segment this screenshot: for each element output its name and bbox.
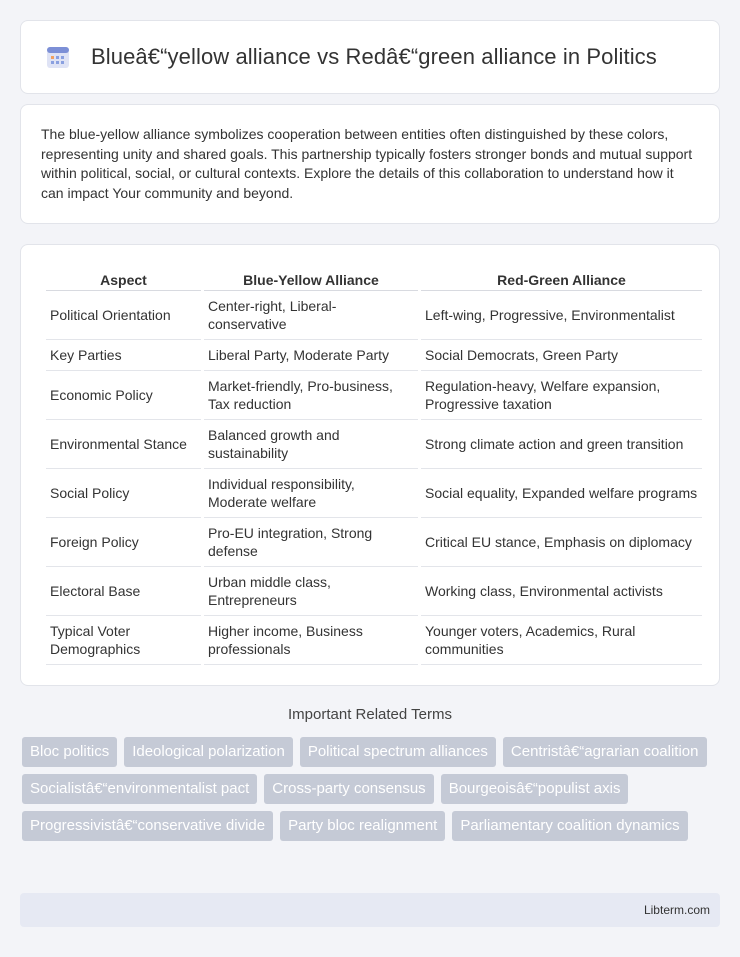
table-cell: Key Parties — [46, 340, 201, 371]
table-row — [46, 420, 702, 469]
document-list-icon — [45, 44, 71, 70]
table-cell: Market-friendly, Pro-business, Tax reduction — [204, 371, 418, 420]
table-cell: Foreign Policy — [46, 518, 201, 567]
table-row — [46, 291, 702, 340]
table-cell: Environmental Stance — [46, 420, 201, 469]
header-card — [20, 20, 720, 94]
related-term-tag[interactable]: Political spectrum alliances — [300, 737, 496, 767]
related-term-tag[interactable]: Socialistâ€“environmentalist pact — [22, 774, 257, 804]
footer-site-link[interactable]: Libterm.com — [643, 903, 710, 917]
column-header: Red-Green Alliance — [421, 261, 702, 291]
table-row — [46, 371, 702, 420]
table-cell: Urban middle class, Entrepreneurs — [204, 567, 418, 616]
table-cell: Electoral Base — [46, 567, 201, 616]
table-row — [46, 340, 702, 371]
table-row — [46, 518, 702, 567]
related-term-tag[interactable]: Ideological polarization — [124, 737, 293, 767]
related-terms-heading: Important Related Terms — [288, 706, 452, 723]
table-cell: Pro-EU integration, Strong defense — [204, 518, 418, 567]
table-cell: Higher income, Business professionals — [204, 616, 418, 665]
table-row — [46, 616, 702, 665]
table-cell: Balanced growth and sustainability — [204, 420, 418, 469]
table-row — [46, 567, 702, 616]
table-header-row — [46, 261, 702, 291]
table-cell: Regulation-heavy, Welfare expansion, Progressive taxation — [421, 371, 702, 420]
table-cell: Social equality, Expanded welfare programs — [421, 469, 702, 518]
intro-text: The blue-yellow alliance symbolizes cooperation between entities often distinguished by these colors, representing unity and shared goals. This partnership typically fosters stronger bonds and mutual support within political, social, or cultural contexts. Explore the details of this collaboration to understand how it can impact Your community and beyond. — [41, 126, 693, 201]
related-terms-list — [22, 737, 722, 841]
table-cell: Critical EU stance, Emphasis on diplomacy — [421, 518, 702, 567]
table-cell: Left-wing, Progressive, Environmentalist — [421, 291, 702, 340]
table-cell: Working class, Environmental activists — [421, 567, 702, 616]
column-header: Aspect — [46, 261, 201, 291]
table-cell: Social Democrats, Green Party — [421, 340, 702, 371]
page-title: Blueâ€“yellow alliance vs Redâ€“green alliance in Politics — [91, 44, 657, 69]
table-cell: Center-right, Liberal-conservative — [204, 291, 418, 340]
table-cell: Liberal Party, Moderate Party — [204, 340, 418, 371]
comparison-table — [43, 261, 705, 665]
related-term-tag[interactable]: Parliamentary coalition dynamics — [452, 811, 687, 841]
table-cell: Younger voters, Academics, Rural communities — [421, 616, 702, 665]
table-cell: Economic Policy — [46, 371, 201, 420]
table-cell: Typical Voter Demographics — [46, 616, 201, 665]
table-cell: Political Orientation — [46, 291, 201, 340]
footer — [20, 893, 720, 927]
table-cell: Strong climate action and green transition — [421, 420, 702, 469]
related-term-tag[interactable]: Centristâ€“agrarian coalition — [503, 737, 707, 767]
related-term-tag[interactable]: Cross-party consensus — [264, 774, 433, 804]
table-cell: Social Policy — [46, 469, 201, 518]
table-row — [46, 469, 702, 518]
related-term-tag[interactable]: Bloc politics — [22, 737, 117, 767]
comparison-table-card — [20, 244, 720, 686]
intro-card — [20, 104, 720, 224]
column-header: Blue-Yellow Alliance — [204, 261, 418, 291]
related-term-tag[interactable]: Party bloc realignment — [280, 811, 445, 841]
table-cell: Individual responsibility, Moderate welfare — [204, 469, 418, 518]
related-term-tag[interactable]: Progressivistâ€“conservative divide — [22, 811, 273, 841]
related-term-tag[interactable]: Bourgeoisâ€“populist axis — [441, 774, 629, 804]
